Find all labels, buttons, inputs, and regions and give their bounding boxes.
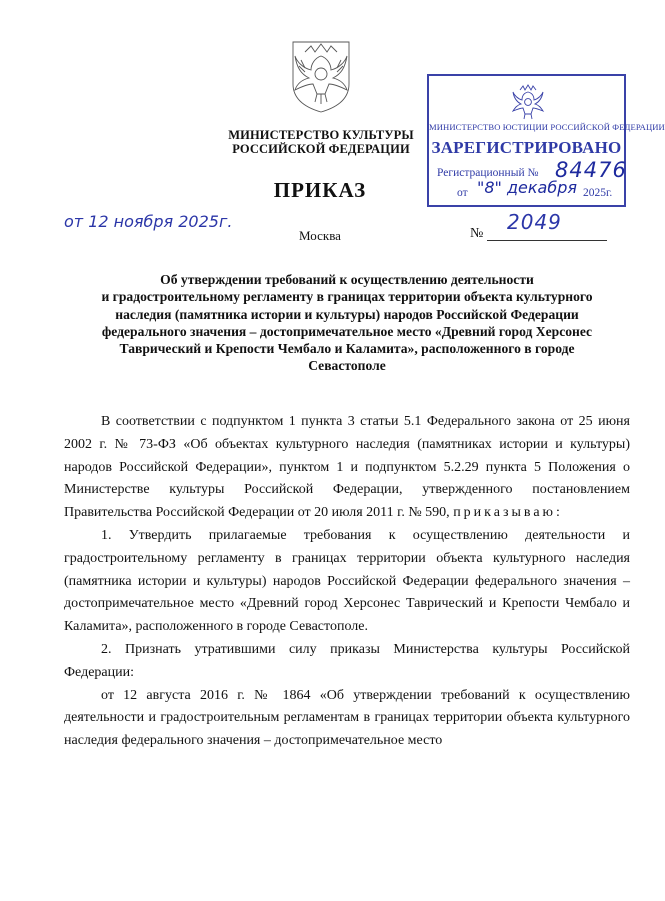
ministry-name — [210, 128, 432, 156]
stamp-date-prefix: от — [457, 187, 468, 199]
order-number-handwritten: 2049 — [507, 210, 562, 234]
item-2-paragraph: 2. Признать утратившими силу приказы Министерства культуры Российской Федерации: — [64, 641, 630, 680]
document-body — [64, 411, 630, 753]
stamp-registered-text: ЗАРЕГИСТРИРОВАНО — [431, 138, 622, 157]
number-underline — [487, 240, 607, 241]
document-title — [64, 271, 630, 375]
title-line: федерального значения – достопримечательное место «Древний город Херсонес — [101, 323, 593, 339]
title-line: Севастополе — [308, 358, 386, 374]
item-1-paragraph: 1. Утвердить прилагаемые требования к осуществлению деятельности и градостроительному регламенту в границах территории объекта культурного наследия (памятника истории и культуры) народов Российской Федерации федерального значения – достопримечательное место «Древний город Херсонес Таврический и Крепости Чембало и Каламита», расположенного в городе Севастополе. — [64, 527, 630, 635]
title-line: наследия (памятника истории и культуры) народов Российской Федерации — [115, 306, 579, 322]
title-line: и градостроительному регламенту в границах территории объекта культурного — [101, 289, 593, 305]
stamp-reg-number-label: Регистрационный № — [437, 167, 539, 179]
title-line: Об утверждении требований к осуществлению деятельности — [160, 272, 534, 287]
order-date-handwritten: от 12 ноября 2025г. — [64, 212, 233, 231]
state-emblem-icon — [289, 38, 353, 114]
order-city: Москва — [299, 228, 341, 243]
stamp-date-year: 2025г. — [583, 187, 613, 199]
preamble-paragraph — [64, 411, 630, 525]
order-title: ПРИКАЗ — [273, 178, 367, 202]
stamp-reg-number: 84476 — [555, 158, 627, 182]
title-line: Таврический и Крепости Чембало и Каламита», расположенного в городе — [119, 341, 575, 357]
number-sign: № — [470, 226, 484, 241]
ministry-line-1: МИНИСТЕРСТВО КУЛЬТУРЫ — [228, 128, 414, 142]
item-2-sub-1-paragraph: от 12 августа 2016 г. № 1864 «Об утверждении требований к осуществлению деятельности и градостроительным регламентам в границах территории объекта культурного наследия федерального значения – достопримечательное место — [64, 687, 630, 749]
preamble-text: В соответствии с подпунктом 1 пункта 3 статьи 5.1 Федерального закона от 25 июня 2002 г. № 73-ФЗ «Об объектах культурного наследия (памятниках истории и культуры) народов Российской Федерации», пунктом 1 и подпунктом 5.2.29 пункта 5 Положения о Министерстве культуры Российской Федерации, утвержденного постановлением Правительства Российской Федерации от 20 июля 2011 г. № 590, — [64, 414, 630, 521]
order-word: приказываю: — [453, 505, 563, 521]
ministry-line-2: РОССИЙСКОЙ ФЕДЕРАЦИИ — [232, 142, 410, 156]
stamp-ministry-text: МИНИСТЕРСТВО ЮСТИЦИИ РОССИЙСКОЙ ФЕДЕРАЦИИ — [429, 122, 665, 132]
stamp-date-handwritten: "8" декабря — [477, 178, 578, 197]
stamp-emblem-icon — [510, 82, 546, 122]
